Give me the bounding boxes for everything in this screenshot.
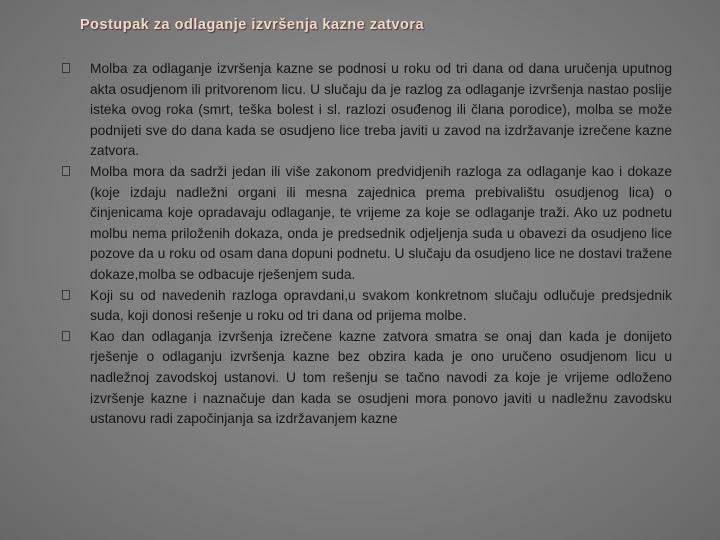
- bullet-item: [62, 162, 672, 286]
- bullet-text: Koji su od navedenih razloga opravdani,u svakom konkretnom slučaju odlučuje predsjednik suda, koji donosi rešenje u roku od tri dana od prijema molbe.: [90, 287, 672, 324]
- bullet-item: [62, 286, 672, 327]
- slide-title: Postupak za odlaganje izvršenja kazne zatvora: [80, 17, 425, 33]
- bullet-text: Molba za odlaganje izvršenja kazne se podnosi u roku od tri dana od dana uručenja uputnog akta osudjenom ili pritvorenom licu. U slučaju da je razlog za odlaganje izvršenja nastao poslije isteka ovog roka (smrt, teška bolest i sl. razlozi osuđenog ili člana porodice), molba se može podnijeti sve do dana kada se osudjeno lice treba javiti u zavod na izdržavanje izrečene kazne zatvora.: [90, 61, 672, 159]
- square-bullet-icon: [62, 166, 70, 176]
- square-bullet-icon: [62, 331, 70, 341]
- bullet-list: [62, 59, 672, 430]
- bullet-item: [62, 59, 672, 162]
- square-bullet-icon: [62, 290, 70, 300]
- bullet-item: [62, 327, 672, 430]
- bullet-text: Kao dan odlaganja izvršenja izrečene kazne zatvora smatra se onaj dan kada je donijeto rješenje o odlaganju izvršenja kazne bez obzira kada je ono uručeno osudjenom licu u nadležnoj zavodskoj ustanovi. U tom rešenju se tačno navodi za koje je vrijeme odloženo izvršenje kazne i naznačuje dan kada se osudjeni mora ponovo javiti u nadležnu zavodsku ustanovu radi započinjanja sa izdržavanjem kazne: [90, 328, 672, 427]
- square-bullet-icon: [62, 63, 70, 73]
- bullet-text: Molba mora da sadrži jedan ili više zakonom predvidjenih razloga za odlaganje kao i dokaze (koje izdaju nadležni organi ili mesna zajednica prema prebivalištu osudjenog lica) o činjenicama koje opradavaju odlaganje, te vrijeme za koje se odlaganje traži. Ako uz podnetu molbu nema priloženih dokaza, onda je predsednik odjeljenja suda u obavezi da osudjeno lice pozove da u roku od osam dana dopuni podnetu. U slučaju da osudjeno lice ne dostavi tražene dokaze,molba se odbacuje rješenjem suda.: [90, 163, 672, 282]
